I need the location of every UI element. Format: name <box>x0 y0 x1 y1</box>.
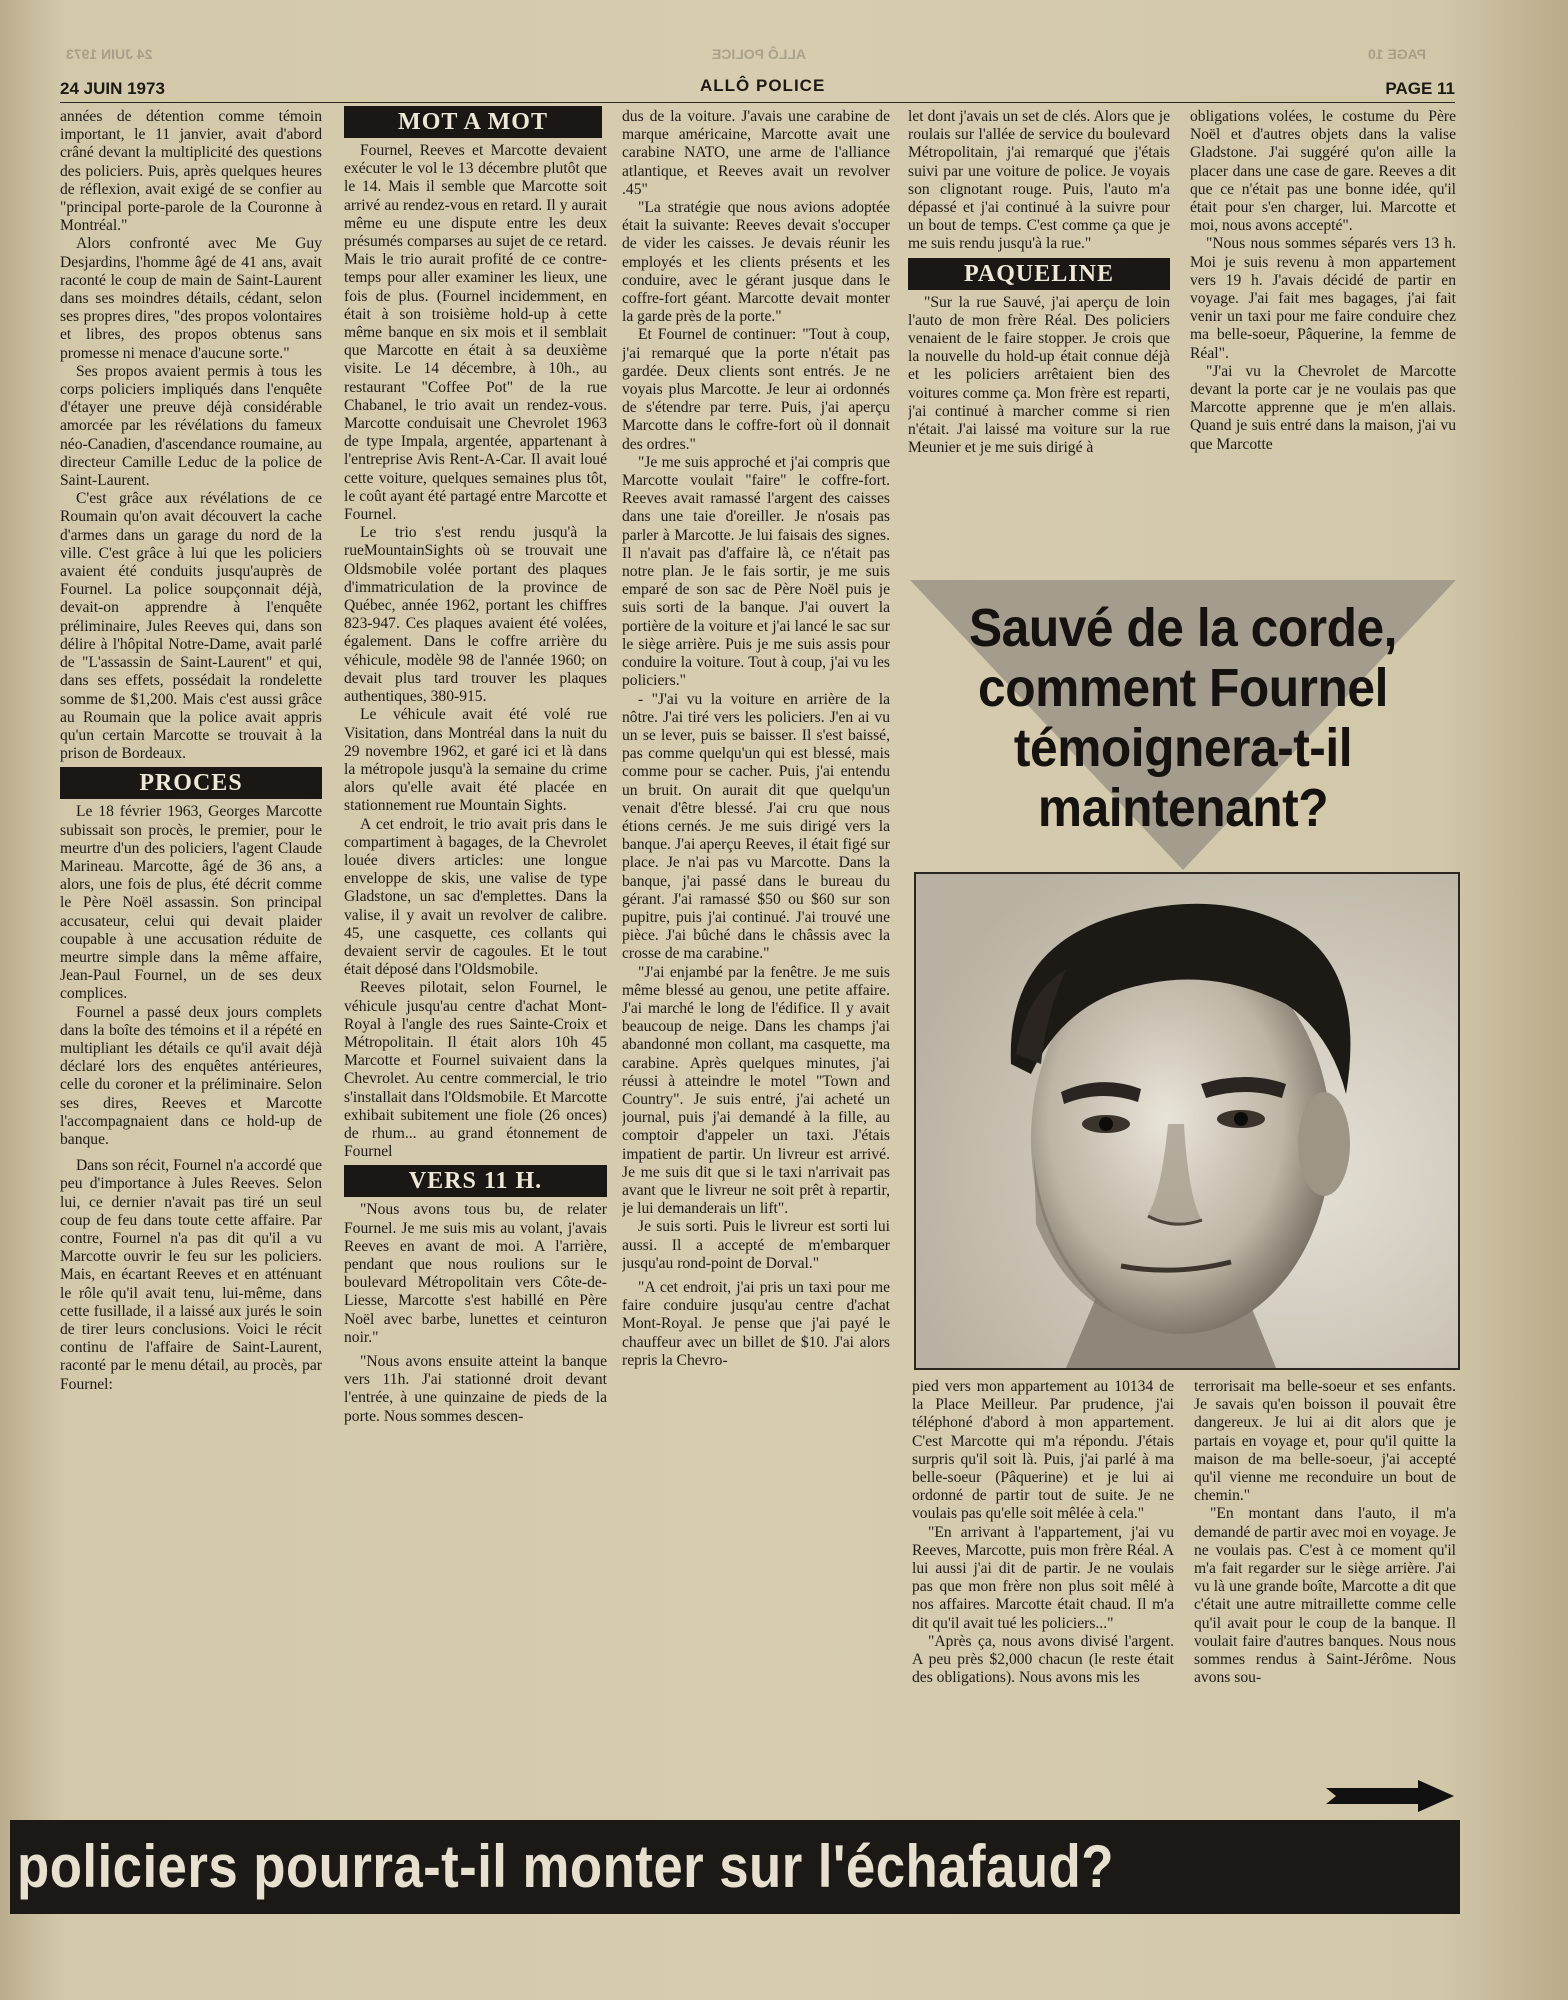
article-column-7 <box>1194 1378 1456 1778</box>
subhead-mot-a-mot: MOT A MOT <box>344 106 602 138</box>
article-column-3 <box>622 108 890 1816</box>
headline <box>932 598 1434 838</box>
paragraph: A cet endroit, le trio avait pris dans le compartiment à bagages, de la Chevrolet louée divers articles: une longue enveloppe de skis, une valise de type Gladstone, un sac d'emplettes. Dans la valise, il y avait un revolver de calibre. 45, une casquette, ces collants qui devaient servir de cagoules. Et le tout était déposé dans l'Oldsmobile. <box>344 815 607 979</box>
article-column-5 <box>1190 108 1456 570</box>
header-date: 24 JUIN 1973 <box>60 79 165 98</box>
paragraph: C'est grâce aux révélations de ce Roumain qu'on avait découvert la cache d'armes dans un garage du nord de la ville. C'est grâce à lui que les policiers avaient été conduits jusqu'auprès de Fournel. La police soupçonnait déjà, devait-on apprendre à l'enquête préliminaire, Jules Reeves qui, dans son délire à l'hôpital Notre-Dame, avait parlé de "L'assassin de Saint-Laurent" et qui, dans ses effets, possédait la rondelette somme de $1,200. Mais c'est aussi grâce au Roumain que la police avait appris qu'un certain Marcotte se trouvait à la prison de Bordeaux. <box>60 490 322 763</box>
paragraph: "La stratégie que nous avions adoptée était la suivante: Reeves devait s'occuper de vider les caisses. Je devais réunir les employés et les clients présents et les conduire, avec le gérant jusque dans le coffre-fort géant. Marcotte devait monter la garde près de la porte." <box>622 199 890 326</box>
paragraph: années de détention comme témoin important, le 11 janvier, avait d'abord crâné devant la multiplicité des questions des policiers. Puis, après quelques heures de réflexion, avait exigé de se confier au "principal porte-parole de la Couronne à Montréal." <box>60 108 322 235</box>
paragraph: Le 18 février 1963, Georges Marcotte subissait son procès, le premier, pour le meurtre d'un des policiers, l'agent Claude Marineau. Marcotte, âgé de 36 ans, a alors, une fois de plus, été décrit comme le Père Noël assassin. Son principal accusateur, celui qui devait plaider coupable à une accusation réduite de meurtre simple dans la même affaire, Jean-Paul Fournel, un de ses deux complices. <box>60 803 322 1003</box>
portrait-image <box>916 874 1458 1368</box>
headline-block <box>910 580 1456 870</box>
paragraph: Fournel, Reeves et Marcotte devaient exécuter le vol le 13 décembre plutôt que le 14. Mais il semble que Marcotte soit arrivé au rendez-vous en retard. Il y aurait même eu une dispute entre les deux présumés comparses au sujet de ce retard. Mais le trio aurait profité de ce contre-temps pour aller examiner les lieux, une fois de plus. (Fournel incidemment, en était à son troisième hold-up à cette même banque en six mois et il semblait que Marcotte en était à sa deuxième visite. Le 14 décembre, à 10h., au restaurant "Coffee Pot" de la rue Chabanel, le trio avait un rendez-vous. Marcotte conduisait une Chevrolet 1963 de type Impala, argentée, appartenant à l'entreprise Avis Rent-A-Car. Il avait loué cette voiture, quelques semaines plus tôt, le coût ayant été partagé entre Marcotte et Fournel. <box>344 142 607 524</box>
article-column-1 <box>60 108 322 1818</box>
headline-line: témoignera-t-il <box>1013 718 1353 778</box>
paragraph: Alors confronté avec Me Guy Desjardins, l'homme âgé de 41 ans, avait raconté le coup de main de Saint-Laurent dans ses moindres détails, cédant, selon ses propres dires, "des propos volontaires et libres, des propos obtenus sans promesse ni menace d'aucune sorte." <box>60 235 322 362</box>
headline-line: maintenant? <box>1037 778 1329 838</box>
paragraph: Dans son récit, Fournel n'a accordé que peu d'importance à Jules Reeves. Selon lui, ce dernier n'avait pas tiré un seul coup de feu dans toute cette affaire. Par contre, Fournel n'a pas dit qu'il a vu Marcotte ouvrir le feu sur les policiers. Mais, en écartant Reeves et en atténuant le rôle qu'il avait tenu, lui-même, dans cette fusillade, il a laissé aux jurés le soin de tirer leurs conclusions. Voici le récit continu de l'affaire de Saint-Laurent, raconté par le menu détail, au procès, par Fournel: <box>60 1157 322 1393</box>
paragraph: Ses propos avaient permis à tous les corps policiers impliqués dans l'enquête d'étayer une preuve déjà considérable amorcée par les révélations du fameux néo-Canadien, d'ascendance roumaine, au directeur Camille Leduc de la police de Saint-Laurent. <box>60 362 322 490</box>
subhead-paqueline: PAQUELINE <box>908 258 1170 290</box>
bleed-left: PAGE 10 <box>1367 46 1426 62</box>
paragraph: "Je me suis approché et j'ai compris que Marcotte voulait "faire" le coffre-fort. Reeves avait ramassé l'argent des caisses dans une taie d'oreiller. Je n'osais pas parler à Marcotte. Je lui faisais des signes. Il n'avait pas d'affaire là, ce n'était pas notre plan. Je le fais sortir, je me suis emparé de son sac de Père Noël puis je suis sorti de la banque. J'ai ouvert la portière de la voiture et j'ai lancé le sac sur le siège arrière. Puis je me suis assis pour conduire la voiture. Tout à coup, j'ai vu les policiers." <box>622 453 890 690</box>
paragraph: "Après ça, nous avons divisé l'argent. A peu près $2,000 chacun (le reste était des obligations). Nous avons mis les <box>912 1632 1174 1687</box>
paragraph: pied vers mon appartement au 10134 de la Place Meilleur. Par prudence, j'ai téléphoné d'abord à mon appartement. C'est Marcotte qui m'a répondu. J'étais surpris qu'il soit là. Puis, j'ai parlé à ma belle-soeur (Pâquerine) et je lui ai ordonné de partir tout de suite. Je ne voulais pas qu'elle soit mêlée à cela." <box>912 1378 1174 1523</box>
paragraph: dus de la voiture. J'avais une carabine de marque américaine, Marcotte avait une carabine NATO, une arme de l'alliance atlantique, et Reeves avait un revolver .45" <box>622 108 890 198</box>
paragraph: "Sur la rue Sauvé, j'ai aperçu de loin l'auto de mon frère Réal. Des policiers venaient de le faire stopper. Je crois que la nouvelle du hold-up était connue déjà et les policiers arrêtaient bien des voitures comme ça. Mon frère est reparti, j'ai continué à marcher comme si rien n'était. J'ai laissé ma voiture sur la rue Meunier et je me suis dirigé à <box>908 293 1170 457</box>
bleed-center: ALLÔ POLICE <box>711 46 806 62</box>
portrait-photo <box>914 872 1460 1370</box>
paragraph: obligations volées, le costume du Père Noël et d'autres objets dans la valise Gladstone. J'ai suggéré qu'on aille la placer dans une case de gare. Reeves a dit que ce n'était pas une bonne idée, qu'il était pour s'en charger, lui. Marcotte et moi, nous avons accepté". <box>1190 108 1456 235</box>
paragraph: "En arrivant à l'appartement, j'ai vu Reeves, Marcotte, puis mon frère Réal. A lui aussi j'ai dit de partir. Je ne voulais pas que mon frère non plus soit mêlé à nos affaires. Marcotte était chaud. Il m'a dit qu'il avait tué les policiers..." <box>912 1523 1174 1632</box>
page-header <box>60 76 1455 103</box>
bleed-right: 24 JUIN 1973 <box>66 46 153 62</box>
paragraph: "J'ai enjambé par la fenêtre. Je me suis même blessé au genou, une petite affaire. J'ai marché le long de l'édifice. Il y avait beaucoup de neige. Dans les champs j'ai abandonné mon collant, ma casquette, ma carabine. Après quelques minutes, j'ai réussi à atteindre le motel "Town and Country". Je suis entré, j'ai acheté un journal, puis j'ai demandé à la fille, au comptoir d'appeler un taxi. J'étais impatient de partir. Un livreur est arrivé. Je me suis dit que si le taxi n'arrivait pas avant que le livreur ne soit prêt à repartir, je lui demanderais un lift". <box>622 963 890 1218</box>
header-publication: ALLÔ POLICE <box>700 76 826 95</box>
paragraph: "Nous avons tous bu, de relater Fournel. Je me suis mis au volant, j'avais Reeves en avant de moi. A l'arrière, pendant que nous roulions sur le boulevard Métropolitain vers Côte-de-Liesse, Marcotte s'est habillé en Père Noël avec barbe, lunettes et ceinturon noir." <box>344 1201 607 1346</box>
bottom-banner-headline <box>10 1820 1460 1914</box>
paragraph: Reeves pilotait, selon Fournel, le véhicule jusqu'au centre d'achat Mont-Royal à l'angle des rues Sainte-Croix et Métropolitain. Il était alors 10h 45 Marcotte et Fournel suivaient dans la Chevrolet. Au centre commercial, le trio s'installait dans l'Oldsmobile. Et Marcotte exhibait subitement une fiole (26 onces) de rhum... au grand étonnement de Fournel <box>344 979 607 1161</box>
headline-line: comment Fournel <box>978 658 1388 718</box>
paragraph: Le trio s'est rendu jusqu'à la rueMountainSights où se trouvait une Oldsmobile volée portant des plaques d'immatriculation de la province de Québec, année 1962, portant les chiffres 823-947. Ces plaques avaient été volées, également. Dans le coffre arrière du véhicule, modèle 98 de l'année 1960; on devait plus tard trouver les plaques authentiques, 380-915. <box>344 524 607 706</box>
bleed-through-text <box>66 46 1426 66</box>
paragraph: "Nous avons ensuite atteint la banque vers 11h. J'ai stationné droit devant l'entrée, à une quinzaine de pieds de la porte. Nous sommes descen- <box>344 1353 607 1425</box>
paragraph: terrorisait ma belle-soeur et ses enfants. Je savais qu'en boisson il pouvait être dangereux. Je lui ai dit alors que je partais en voyage et, pour qu'il quitte la maison de ma belle-soeur, j'ai accepté qu'il vienne me reconduire un bout de chemin." <box>1194 1378 1456 1505</box>
article-column-2 <box>344 104 607 1816</box>
paragraph: "En montant dans l'auto, il m'a demandé de partir avec moi en voyage. Je ne voulais pas. C'est à ce moment qu'il m'a fait regarder sur le siège arrière. J'ai vu là une grande boîte, Marcotte a dit que c'était une autre mitraillette comme celle qu'il avait pour le coup de la banque. Il voulait faire d'autres banques. Nous nous sommes rendus à Saint-Jérôme. Nous avons sou- <box>1194 1505 1456 1687</box>
banner-text: policiers pourra-t-il monter sur l'échafaud? <box>17 1833 1114 1900</box>
subhead-vers-11h: VERS 11 H. <box>344 1165 607 1197</box>
header-page-number: PAGE 11 <box>1385 79 1455 98</box>
paragraph: let dont j'avais un set de clés. Alors que je roulais sur l'allée de service du boulevard Métropolitain, j'ai remarqué que j'étais suivi par une voiture de police. Je voyais son clignotant rouge. Puis, l'auto m'a dépassé et j'ai continué à la suivre pour un bout de temps. C'est comme ça que je me suis rendu jusqu'à la rue." <box>908 108 1170 253</box>
arrow-right-icon <box>1322 1778 1456 1814</box>
paragraph: Le véhicule avait été volé rue Visitation, dans Montréal dans la nuit du 29 novembre 1962, et garé ici et là dans la métropole jusqu'à la semaine du crime alors qu'elle avait été placée en stationnement rue Mountain Sights. <box>344 706 607 815</box>
article-column-4 <box>908 108 1170 570</box>
paragraph: "A cet endroit, j'ai pris un taxi pour me faire conduire jusqu'au centre d'achat Mont-Royal. Je pense que j'ai payé le chauffeur avec un billet de $10. J'ai alors repris la Chevro- <box>622 1279 890 1369</box>
paragraph: Fournel a passé deux jours complets dans la boîte des témoins et il a répété en multipliant les détails ce qu'il avait déjà déclaré lors des enquêtes antérieures, celle du coroner et la préliminaire. Selon ses dires, Reeves et Marcotte l'accompagnaient dans ce hold-up de banque. <box>60 1003 322 1148</box>
paragraph: - "J'ai vu la voiture en arrière de la nôtre. J'ai tiré vers les policiers. J'en ai vu un se lever, puis se baisser. Il s'est baissé, pas comme quelqu'un qui est blessé, mais comme pour se cacher. Puis, j'ai entendu un bruit. On aurait dit que quelqu'un venait d'être blessé. J'ai cru que nous étions cernés. Je me suis dirigé vers la banque. J'ai aperçu Reeves, il était figé sur place. Je n'ai pas vu Marcotte. Dans la banque, j'ai passé dans le bureau du gérant. J'ai ramassé $50 ou $60 sur son pupitre, puis j'ai continué. J'ai trouvé une pièce. J'ai bûché dans le châssis avec la crosse de ma carabine." <box>622 690 890 963</box>
paragraph: Je suis sorti. Puis le livreur est sorti lui aussi. Il a accepté de m'embarquer jusqu'au rond-point de Dorval." <box>622 1218 890 1272</box>
paragraph: Et Fournel de continuer: "Tout à coup, j'ai remarqué que la porte n'était pas gardée. Deux clients sont entrés. Je ne voyais plus Marcotte. Je leur ai ordonnés de s'étendre par terre. Puis, j'ai aperçu Marcotte dans le coffre-fort où il donnait des ordres." <box>622 326 890 453</box>
paragraph: "Nous nous sommes séparés vers 13 h. Moi je suis revenu à mon appartement vers 19 h. J'avais décidé de partir en voyage. J'ai fait mes bagages, j'ai fait venir un taxi pour me faire conduire chez ma belle-soeur, Pâquerine, la femme de Réal". <box>1190 235 1456 362</box>
article-column-6 <box>912 1378 1174 1814</box>
headline-line: Sauvé de la corde, <box>968 598 1398 658</box>
paragraph: "J'ai vu la Chevrolet de Marcotte devant la porte car je ne voulais pas que Marcotte apprenne que je m'en allais. Quand je suis entré dans la maison, j'ai vu que Marcotte <box>1190 362 1456 453</box>
subhead-proces: PROCES <box>60 767 322 799</box>
